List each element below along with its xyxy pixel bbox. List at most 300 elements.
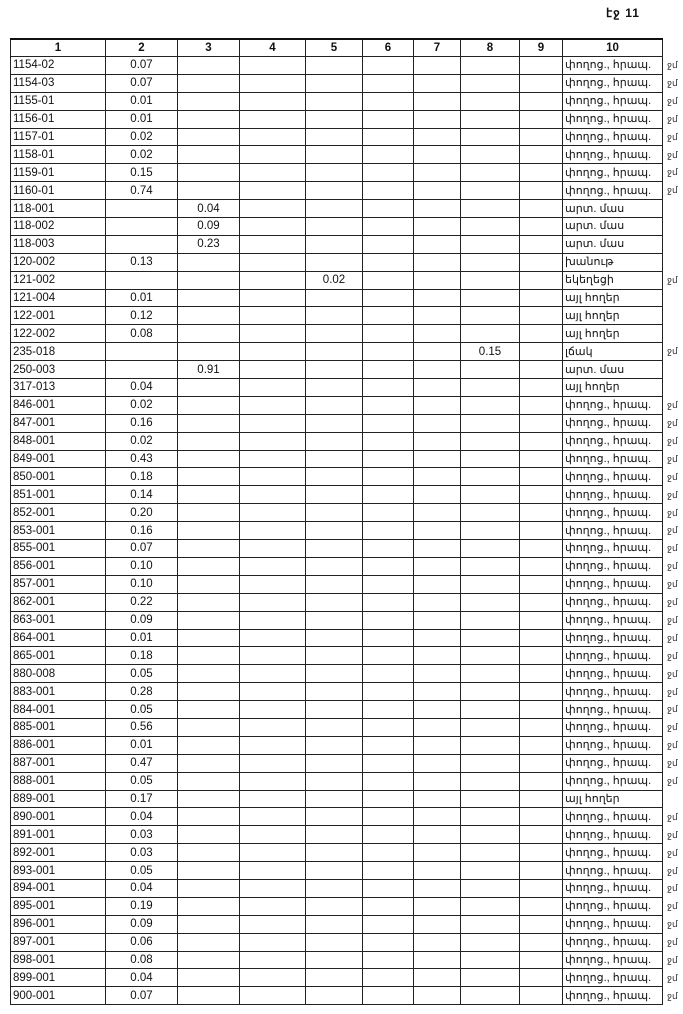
area-cell-col5 (306, 307, 363, 325)
margin-mark: ջմ (667, 632, 678, 643)
parcel-code-cell: 856-001 (11, 557, 106, 575)
area-cell-col4 (240, 826, 306, 844)
area-cell-col5 (306, 289, 363, 307)
area-cell-col4 (240, 790, 306, 808)
table-row (11, 289, 663, 307)
area-cell-col5 (306, 74, 363, 92)
area-cell-col5 (306, 593, 363, 611)
area-cell-col2: 0.03 (106, 826, 178, 844)
area-cell-col6 (363, 754, 414, 772)
area-cell-col9 (520, 683, 563, 701)
table-row (11, 718, 663, 736)
area-cell-col3 (178, 879, 240, 897)
table-row (11, 862, 663, 880)
table-row (11, 146, 663, 164)
area-cell-col5 (306, 557, 363, 575)
column-header-8: 8 (461, 39, 520, 57)
area-cell-col4 (240, 164, 306, 182)
land-parcel-table (10, 38, 663, 1005)
parcel-code-cell: 892-001 (11, 844, 106, 862)
area-cell-col8 (461, 629, 520, 647)
area-cell-col2: 0.43 (106, 450, 178, 468)
parcel-code-cell: 899-001 (11, 969, 106, 987)
margin-mark: ջմ (667, 77, 678, 88)
area-cell-col3 (178, 844, 240, 862)
area-cell-col9 (520, 432, 563, 450)
land-use-cell: արտ. մաս (563, 200, 663, 218)
table-row (11, 611, 663, 629)
area-cell-col8 (461, 575, 520, 593)
area-cell-col7 (414, 468, 461, 486)
table-row (11, 754, 663, 772)
area-cell-col7 (414, 343, 461, 361)
area-cell-col9 (520, 790, 563, 808)
area-cell-col4 (240, 540, 306, 558)
parcel-code-cell: 862-001 (11, 593, 106, 611)
area-cell-col4 (240, 307, 306, 325)
area-cell-col9 (520, 575, 563, 593)
area-cell-col4 (240, 74, 306, 92)
area-cell-col6 (363, 128, 414, 146)
parcel-code-cell: 886-001 (11, 736, 106, 754)
area-cell-col7 (414, 414, 461, 432)
area-cell-col6 (363, 629, 414, 647)
parcel-code-cell: 1155-01 (11, 92, 106, 110)
area-cell-col2: 0.02 (106, 146, 178, 164)
area-cell-col7 (414, 718, 461, 736)
area-cell-col8 (461, 665, 520, 683)
margin-mark: ջմ (667, 95, 678, 106)
area-cell-col7 (414, 253, 461, 271)
area-cell-col7 (414, 862, 461, 880)
land-use-cell: փողոց., հրապ. (563, 647, 663, 665)
area-cell-col6 (363, 808, 414, 826)
area-cell-col4 (240, 110, 306, 128)
area-cell-col8 (461, 862, 520, 880)
land-use-cell: փողոց., հրապ. (563, 915, 663, 933)
area-cell-col7 (414, 110, 461, 128)
area-cell-col7 (414, 182, 461, 200)
area-cell-col3 (178, 110, 240, 128)
area-cell-col9 (520, 486, 563, 504)
land-use-cell: փողոց., հրապ. (563, 897, 663, 915)
parcel-code-cell: 250-003 (11, 361, 106, 379)
area-cell-col2: 0.02 (106, 128, 178, 146)
land-use-cell: փողոց., հրապ. (563, 772, 663, 790)
area-cell-col7 (414, 92, 461, 110)
area-cell-col6 (363, 74, 414, 92)
area-cell-col4 (240, 683, 306, 701)
area-cell-col2 (106, 200, 178, 218)
table-row (11, 182, 663, 200)
land-use-cell: եկեղեցի (563, 271, 663, 289)
parcel-code-cell: 850-001 (11, 468, 106, 486)
land-use-cell: փողոց., հրապ. (563, 92, 663, 110)
area-cell-col5 (306, 379, 363, 397)
area-cell-col5 (306, 736, 363, 754)
margin-mark: ջմ (667, 471, 678, 482)
parcel-code-cell: 896-001 (11, 915, 106, 933)
land-use-cell: փողոց., հրապ. (563, 504, 663, 522)
margin-mark: ջմ (667, 561, 678, 572)
area-cell-col2: 0.01 (106, 629, 178, 647)
area-cell-col7 (414, 235, 461, 253)
area-cell-col6 (363, 611, 414, 629)
column-header-4: 4 (240, 39, 306, 57)
table-row (11, 897, 663, 915)
area-cell-col5 (306, 432, 363, 450)
area-cell-col6 (363, 915, 414, 933)
area-cell-col5 (306, 396, 363, 414)
area-cell-col2: 0.16 (106, 522, 178, 540)
area-cell-col3 (178, 772, 240, 790)
area-cell-col5 (306, 110, 363, 128)
area-cell-col4 (240, 325, 306, 343)
area-cell-col7 (414, 396, 461, 414)
parcel-code-cell: 118-001 (11, 200, 106, 218)
area-cell-col9 (520, 128, 563, 146)
area-cell-col6 (363, 325, 414, 343)
area-cell-col3 (178, 790, 240, 808)
area-cell-col2: 0.07 (106, 74, 178, 92)
area-cell-col3 (178, 57, 240, 75)
area-cell-col9 (520, 629, 563, 647)
area-cell-col2: 0.08 (106, 951, 178, 969)
land-use-cell: փողոց., հրապ. (563, 540, 663, 558)
parcel-code-cell: 317-013 (11, 379, 106, 397)
area-cell-col8 (461, 879, 520, 897)
table-row (11, 951, 663, 969)
area-cell-col4 (240, 504, 306, 522)
area-cell-col5 (306, 629, 363, 647)
area-cell-col8 (461, 146, 520, 164)
area-cell-col7 (414, 915, 461, 933)
area-cell-col4 (240, 772, 306, 790)
table-row (11, 253, 663, 271)
area-cell-col2: 0.22 (106, 593, 178, 611)
area-cell-col5 (306, 790, 363, 808)
area-cell-col7 (414, 379, 461, 397)
area-cell-col8 (461, 504, 520, 522)
area-cell-col5 (306, 969, 363, 987)
area-cell-col2: 0.05 (106, 665, 178, 683)
area-cell-col8 (461, 289, 520, 307)
area-cell-col4 (240, 593, 306, 611)
area-cell-col5 (306, 826, 363, 844)
margin-mark: ջմ (667, 614, 678, 625)
column-header-3: 3 (178, 39, 240, 57)
area-cell-col2: 0.47 (106, 754, 178, 772)
area-cell-col3 (178, 701, 240, 719)
area-cell-col6 (363, 271, 414, 289)
area-cell-col5 (306, 879, 363, 897)
area-cell-col7 (414, 218, 461, 236)
parcel-code-cell: 118-003 (11, 235, 106, 253)
area-cell-col9 (520, 468, 563, 486)
area-cell-col7 (414, 701, 461, 719)
area-cell-col7 (414, 575, 461, 593)
area-cell-col4 (240, 92, 306, 110)
area-cell-col6 (363, 736, 414, 754)
area-cell-col4 (240, 182, 306, 200)
area-cell-col4 (240, 736, 306, 754)
parcel-code-cell: 1160-01 (11, 182, 106, 200)
area-cell-col7 (414, 754, 461, 772)
table-row (11, 200, 663, 218)
area-cell-col4 (240, 629, 306, 647)
area-cell-col3 (178, 92, 240, 110)
area-cell-col4 (240, 289, 306, 307)
area-cell-col3 (178, 826, 240, 844)
parcel-code-cell: 864-001 (11, 629, 106, 647)
area-cell-col4 (240, 915, 306, 933)
land-use-cell: խանութ (563, 253, 663, 271)
area-cell-col2: 0.07 (106, 987, 178, 1005)
area-cell-col2: 0.04 (106, 969, 178, 987)
table-row (11, 128, 663, 146)
table-row (11, 879, 663, 897)
area-cell-col9 (520, 325, 563, 343)
margin-mark: ջմ (667, 60, 678, 70)
area-cell-col8 (461, 468, 520, 486)
area-cell-col8 (461, 844, 520, 862)
area-cell-col8 (461, 915, 520, 933)
area-cell-col9 (520, 182, 563, 200)
margin-mark: ջմ (667, 185, 678, 196)
area-cell-col4 (240, 844, 306, 862)
area-cell-col9 (520, 200, 563, 218)
area-cell-col3 (178, 289, 240, 307)
area-cell-col6 (363, 504, 414, 522)
area-cell-col9 (520, 701, 563, 719)
margin-mark: ջմ (667, 579, 678, 590)
area-cell-col2: 0.10 (106, 575, 178, 593)
area-cell-col8 (461, 450, 520, 468)
land-use-cell: փողոց., հրապ. (563, 933, 663, 951)
margin-mark: ջմ (667, 776, 678, 786)
parcel-code-cell: 852-001 (11, 504, 106, 522)
area-cell-col2 (106, 343, 178, 361)
area-cell-col6 (363, 790, 414, 808)
table-row (11, 701, 663, 719)
area-cell-col2: 0.04 (106, 879, 178, 897)
table-row (11, 772, 663, 790)
area-cell-col3 (178, 915, 240, 933)
table-row (11, 629, 663, 647)
margin-mark: ջմ (667, 167, 678, 178)
area-cell-col6 (363, 164, 414, 182)
parcel-code-cell: 1154-02 (11, 57, 106, 75)
area-cell-col5 (306, 718, 363, 736)
area-cell-col6 (363, 343, 414, 361)
area-cell-col7 (414, 897, 461, 915)
area-cell-col9 (520, 772, 563, 790)
area-cell-col3 (178, 450, 240, 468)
area-cell-col3 (178, 379, 240, 397)
area-cell-col2: 0.28 (106, 683, 178, 701)
area-cell-col2: 0.04 (106, 808, 178, 826)
parcel-code-cell: 122-001 (11, 307, 106, 325)
area-cell-col8 (461, 361, 520, 379)
land-use-cell: լճակ (563, 343, 663, 361)
area-cell-col2 (106, 271, 178, 289)
parcel-code-cell: 887-001 (11, 754, 106, 772)
area-cell-col6 (363, 414, 414, 432)
area-cell-col7 (414, 808, 461, 826)
area-cell-col2: 0.05 (106, 862, 178, 880)
area-cell-col4 (240, 933, 306, 951)
margin-mark: ջմ (667, 525, 678, 536)
area-cell-col7 (414, 164, 461, 182)
margin-mark: ջմ (667, 883, 678, 894)
area-cell-col3 (178, 396, 240, 414)
margin-mark: ջմ (667, 811, 678, 822)
area-cell-col3: 0.91 (178, 361, 240, 379)
parcel-code-cell: 893-001 (11, 862, 106, 880)
table-row (11, 325, 663, 343)
area-cell-col5 (306, 235, 363, 253)
table-row (11, 844, 663, 862)
area-cell-col6 (363, 361, 414, 379)
area-cell-col4 (240, 897, 306, 915)
area-cell-col6 (363, 486, 414, 504)
parcel-code-cell: 890-001 (11, 808, 106, 826)
area-cell-col2: 0.03 (106, 844, 178, 862)
area-cell-col2 (106, 361, 178, 379)
area-cell-col8 (461, 325, 520, 343)
parcel-code-cell: 847-001 (11, 414, 106, 432)
area-cell-col9 (520, 951, 563, 969)
area-cell-col9 (520, 396, 563, 414)
area-cell-col5 (306, 414, 363, 432)
parcel-code-cell: 118-002 (11, 218, 106, 236)
area-cell-col4 (240, 808, 306, 826)
area-cell-col2: 0.17 (106, 790, 178, 808)
parcel-code-cell: 895-001 (11, 897, 106, 915)
area-cell-col9 (520, 74, 563, 92)
area-cell-col5 (306, 951, 363, 969)
area-cell-col7 (414, 611, 461, 629)
area-cell-col3 (178, 951, 240, 969)
area-cell-col9 (520, 897, 563, 915)
area-cell-col5 (306, 146, 363, 164)
area-cell-col9 (520, 289, 563, 307)
area-cell-col8 (461, 647, 520, 665)
land-use-cell: փողոց., հրապ. (563, 754, 663, 772)
area-cell-col7 (414, 432, 461, 450)
area-cell-col8 (461, 611, 520, 629)
parcel-code-cell: 891-001 (11, 826, 106, 844)
land-use-cell: արտ. մաս (563, 235, 663, 253)
area-cell-col4 (240, 343, 306, 361)
area-cell-col4 (240, 468, 306, 486)
area-cell-col3 (178, 808, 240, 826)
area-cell-col7 (414, 987, 461, 1005)
margin-mark: ջմ (667, 597, 678, 607)
area-cell-col8 (461, 933, 520, 951)
area-cell-col6 (363, 200, 414, 218)
column-header-2: 2 (106, 39, 178, 57)
area-cell-col7 (414, 146, 461, 164)
area-cell-col5 (306, 683, 363, 701)
parcel-code-cell: 880-008 (11, 665, 106, 683)
area-cell-col6 (363, 468, 414, 486)
area-cell-col6 (363, 647, 414, 665)
table-row (11, 432, 663, 450)
parcel-code-cell: 849-001 (11, 450, 106, 468)
area-cell-col3: 0.04 (178, 200, 240, 218)
area-cell-col8 (461, 718, 520, 736)
table-row (11, 361, 663, 379)
area-cell-col7 (414, 629, 461, 647)
area-cell-col3 (178, 629, 240, 647)
parcel-code-cell: 853-001 (11, 522, 106, 540)
land-use-cell: փողոց., հրապ. (563, 701, 663, 719)
area-cell-col4 (240, 862, 306, 880)
area-cell-col8 (461, 57, 520, 75)
area-cell-col6 (363, 683, 414, 701)
area-cell-col6 (363, 933, 414, 951)
area-cell-col8 (461, 74, 520, 92)
parcel-code-cell: 884-001 (11, 701, 106, 719)
land-use-cell: փողոց., հրապ. (563, 593, 663, 611)
area-cell-col9 (520, 844, 563, 862)
area-cell-col7 (414, 540, 461, 558)
margin-mark: ջմ (667, 113, 678, 124)
area-cell-col4 (240, 522, 306, 540)
area-cell-col5 (306, 772, 363, 790)
area-cell-col7 (414, 74, 461, 92)
area-cell-col3 (178, 128, 240, 146)
area-cell-col8 (461, 522, 520, 540)
area-cell-col5 (306, 325, 363, 343)
land-use-cell: փողոց., հրապ. (563, 182, 663, 200)
area-cell-col8: 0.15 (461, 343, 520, 361)
area-cell-col2: 0.07 (106, 57, 178, 75)
area-cell-col5 (306, 164, 363, 182)
land-use-cell: փողոց., հրապ. (563, 396, 663, 414)
area-cell-col8 (461, 593, 520, 611)
area-cell-col7 (414, 557, 461, 575)
area-cell-col6 (363, 289, 414, 307)
land-use-cell: փողոց., հրապ. (563, 146, 663, 164)
area-cell-col9 (520, 593, 563, 611)
area-cell-col6 (363, 718, 414, 736)
table-row (11, 307, 663, 325)
area-cell-col5 (306, 200, 363, 218)
area-cell-col2: 0.09 (106, 611, 178, 629)
area-cell-col5 (306, 647, 363, 665)
area-cell-col3 (178, 593, 240, 611)
margin-mark: ջմ (667, 919, 678, 930)
parcel-code-cell: 855-001 (11, 540, 106, 558)
area-cell-col2: 0.13 (106, 253, 178, 271)
area-cell-col2 (106, 218, 178, 236)
land-use-cell: փողոց., հրապ. (563, 718, 663, 736)
land-use-cell: փողոց., հրապ. (563, 808, 663, 826)
area-cell-col9 (520, 110, 563, 128)
table-row (11, 665, 663, 683)
area-cell-col5 (306, 504, 363, 522)
area-cell-col9 (520, 504, 563, 522)
area-cell-col9 (520, 235, 563, 253)
land-use-cell: փողոց., հրապ. (563, 611, 663, 629)
area-cell-col6 (363, 951, 414, 969)
area-cell-col8 (461, 897, 520, 915)
area-cell-col2: 0.01 (106, 92, 178, 110)
area-cell-col8 (461, 432, 520, 450)
area-cell-col9 (520, 253, 563, 271)
